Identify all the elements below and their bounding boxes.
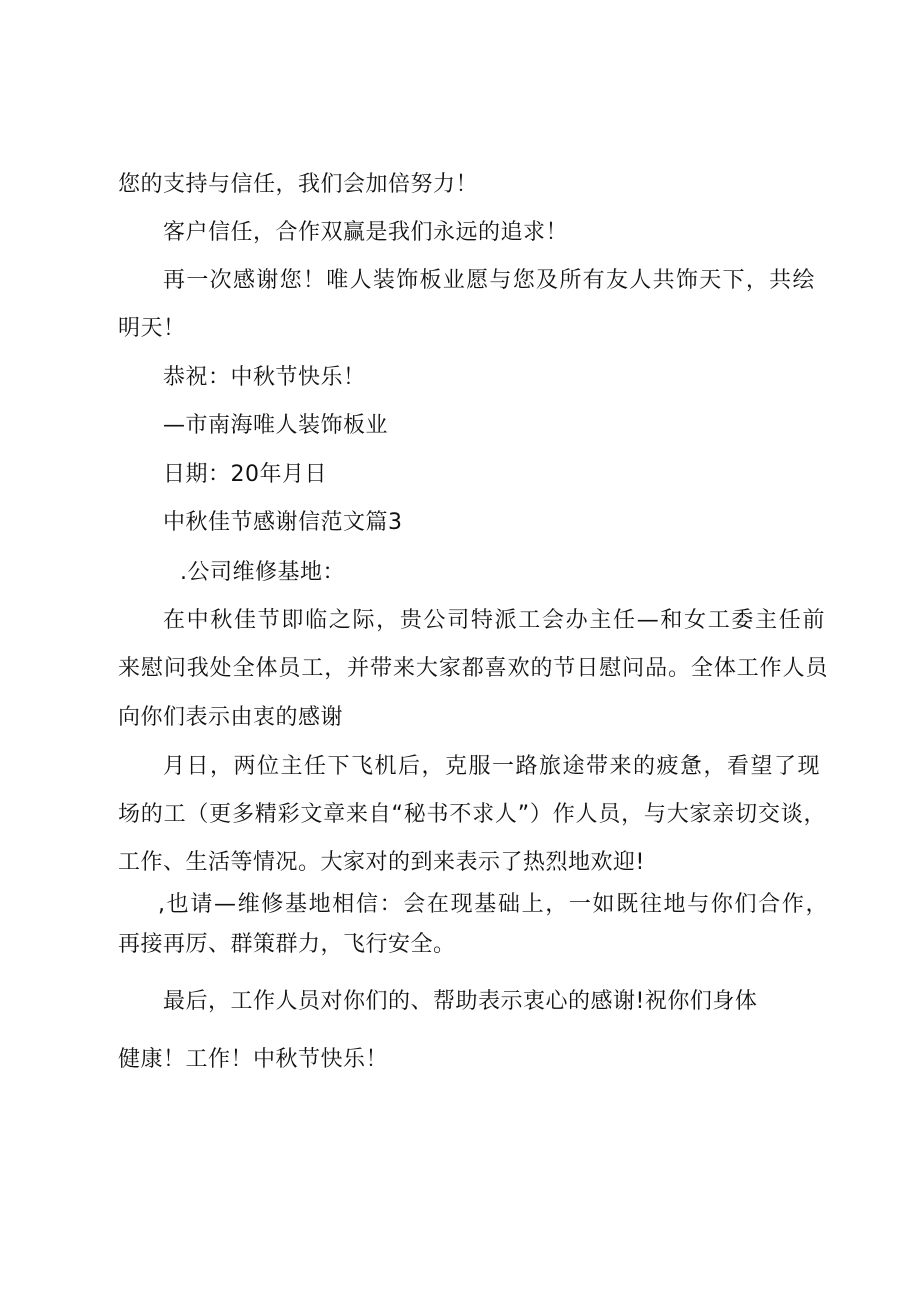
text-line: ,也请—维修基地相信：会在现基础上，一如既往地与你们合作， xyxy=(158,892,828,917)
text-line: 您的支持与信任，我们会加倍努力！ xyxy=(118,172,479,197)
text-line: 工作、生活等情况。大家对的到来表示了热烈地欢迎! xyxy=(118,850,645,875)
text-line: 向你们表示由衷的感谢 xyxy=(118,705,344,730)
text-line: 场的工（更多精彩文章来自“秘书不求人”）作人员，与大家亲切交谈， xyxy=(118,802,826,827)
text-line: .公司维修基地： xyxy=(180,560,345,585)
text-line: 最后，工作人员对你们的、帮助表示衷心的感谢!祝你们身体 xyxy=(163,989,758,1014)
section-title: 中秋佳节感谢信范文篇3 xyxy=(163,510,403,535)
date-line: 日期：20年月日 xyxy=(163,462,327,487)
text-line: 再接再厉、群策群力，飞行安全。 xyxy=(118,932,456,957)
text-line: 客户信任，合作双赢是我们永远的追求！ xyxy=(163,220,569,245)
text-line: 月日，两位主任下飞机后，克服一路旅途带来的疲惫，看望了现 xyxy=(163,754,820,779)
text-line: 再一次感谢您！唯人装饰板业愿与您及所有友人共饰天下，共绘 xyxy=(163,268,815,293)
text-line: 恭祝：中秋节快乐！ xyxy=(163,365,366,390)
text-line: 在中秋佳节即临之际，贵公司特派工会办主任—和女工委主任前 xyxy=(163,608,825,633)
signature-line: —市南海唯人装饰板业 xyxy=(163,413,389,438)
text-line: 明天！ xyxy=(118,316,186,341)
text-line: 来慰问我处全体员工，并带来大家都喜欢的节日慰问品。全体工作人员 xyxy=(118,656,828,681)
text-line: 健康！工作！中秋节快乐！ xyxy=(118,1047,389,1072)
